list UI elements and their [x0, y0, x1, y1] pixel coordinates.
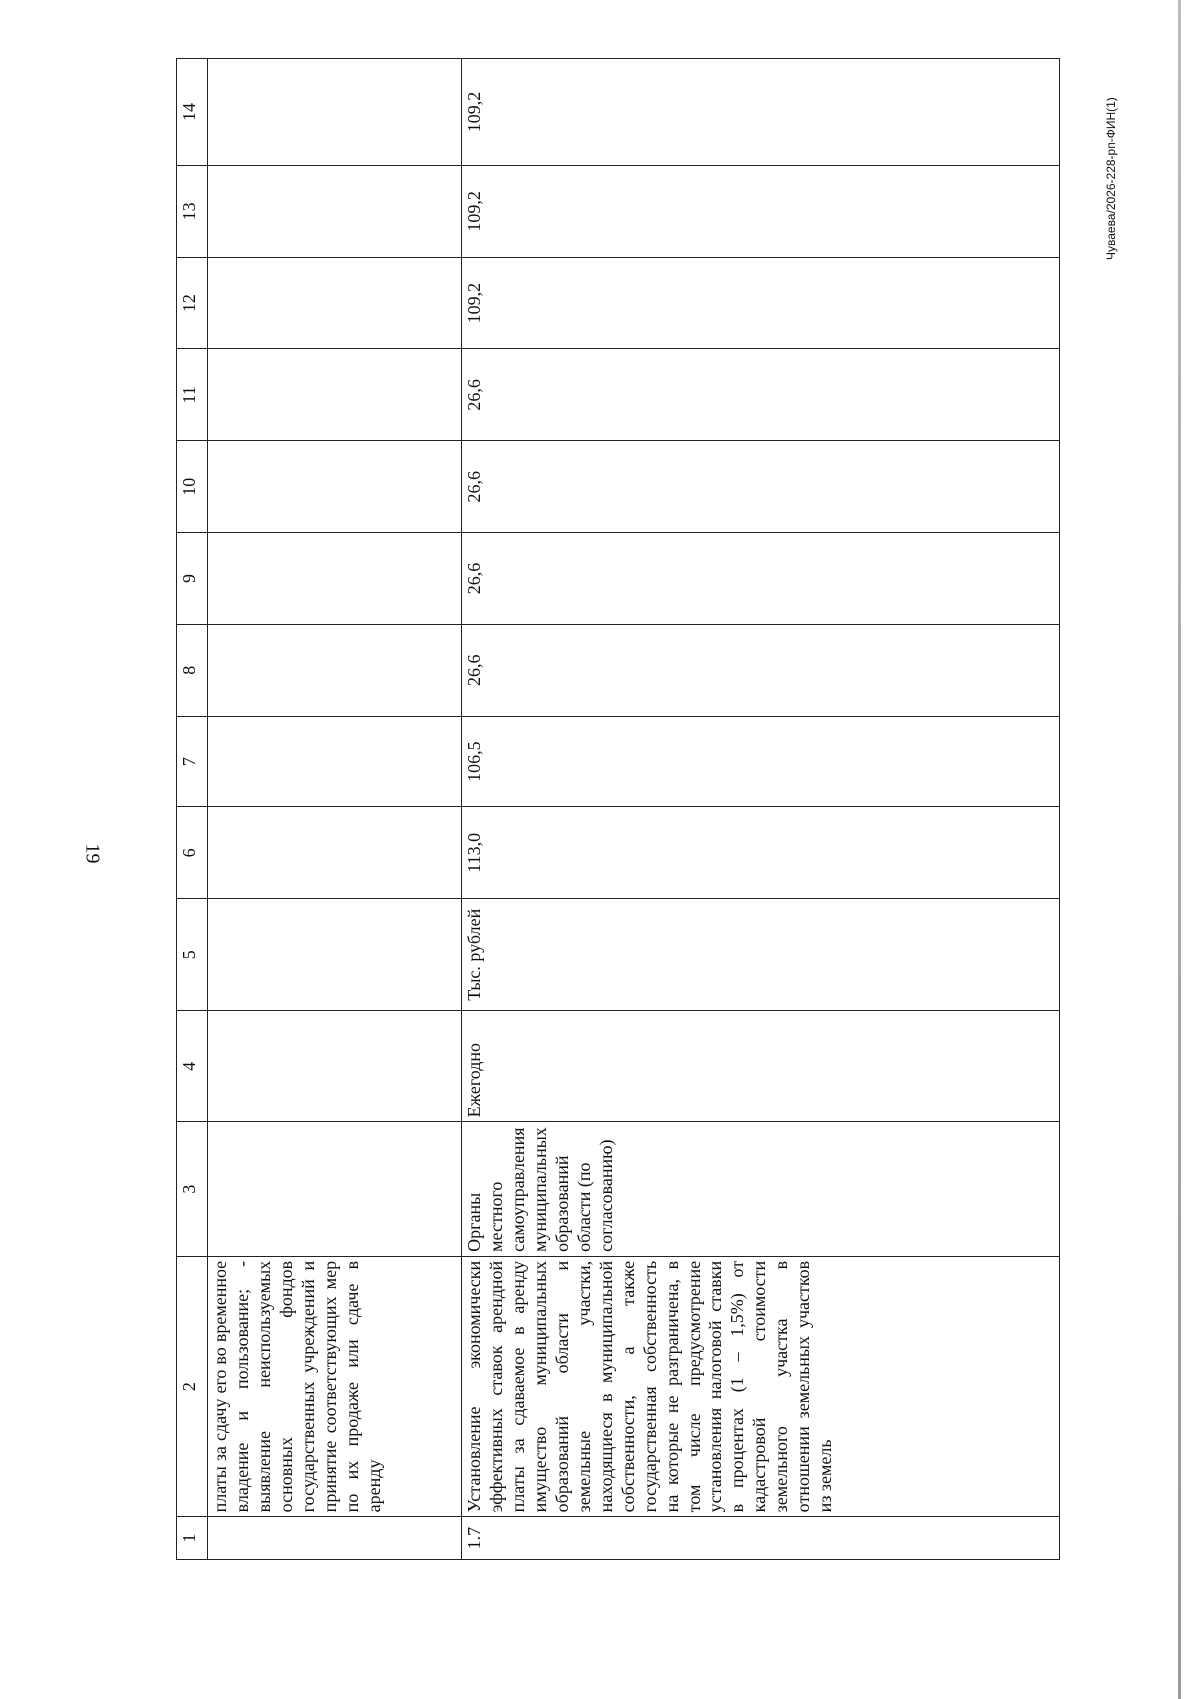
cell-item-number	[208, 1517, 462, 1560]
header-cell: 7	[177, 716, 208, 807]
header-cell: 9	[177, 533, 208, 625]
page-number: 19	[81, 843, 104, 864]
cell-unit	[208, 899, 462, 1011]
cell-measure: платы за сдачу его во временное владение и пользование; - выявление неиспользуемых основных фондов государственных учреждений и принятие соответствующих мер по их продаже или сдаче в аренду	[208, 1256, 462, 1516]
data-table	[176, 58, 1060, 1560]
cell-value: 109,2	[462, 257, 1060, 349]
cell-executor	[208, 1122, 462, 1257]
header-cell: 12	[177, 257, 208, 349]
header-cell: 13	[177, 165, 208, 257]
cell-value	[208, 807, 462, 899]
header-cell: 3	[177, 1122, 208, 1257]
header-cell: 10	[177, 441, 208, 533]
cell-value: 106,5	[462, 716, 1060, 807]
cell-value	[208, 441, 462, 533]
cell-value: 109,2	[462, 59, 1060, 166]
header-cell: 11	[177, 349, 208, 441]
cell-measure: Установление экономически эффективных ставок арендной платы за сдаваемое в аренду имущество муниципальных образований области и земельные участки, находящиеся в муниципальной собственности, а также государственная собственность на которые не разграничена, в том числе предусмотрение установления налоговой ставки в процентах (1 – 1,5%) от кадастровой стоимости земельного участка в отношении земельных участков из земель	[462, 1256, 1060, 1516]
cell-value	[208, 59, 462, 166]
cell-value: 26,6	[462, 624, 1060, 716]
cell-period	[208, 1011, 462, 1122]
table-row	[208, 59, 462, 1560]
header-cell: 14	[177, 59, 208, 166]
cell-value	[208, 349, 462, 441]
cell-value	[208, 624, 462, 716]
cell-value: 26,6	[462, 349, 1060, 441]
cell-value: 26,6	[462, 533, 1060, 625]
header-cell: 5	[177, 899, 208, 1011]
header-cell: 4	[177, 1011, 208, 1122]
header-cell: 2	[177, 1256, 208, 1516]
cell-executor: Органы местного самоуправления муниципальных образований области (по согласованию)	[462, 1122, 1060, 1257]
cell-value	[208, 257, 462, 349]
cell-value: 109,2	[462, 165, 1060, 257]
cell-value: 26,6	[462, 441, 1060, 533]
header-cell: 8	[177, 624, 208, 716]
table-container	[176, 58, 1060, 1560]
cell-value	[208, 165, 462, 257]
scan-edge	[1178, 0, 1181, 1699]
table-row	[462, 59, 1060, 1560]
header-row	[177, 59, 208, 1560]
cell-value: 113,0	[462, 807, 1060, 899]
cell-period: Ежегодно	[462, 1011, 1060, 1122]
header-cell: 1	[177, 1517, 208, 1560]
cell-item-number: 1.7	[462, 1517, 1060, 1560]
cell-value	[208, 533, 462, 625]
cell-unit: Тыс. рублей	[462, 899, 1060, 1011]
header-cell: 6	[177, 807, 208, 899]
document-code: Чуваева/2026-228-рп-ФИН(1)	[1104, 97, 1118, 260]
cell-value	[208, 716, 462, 807]
